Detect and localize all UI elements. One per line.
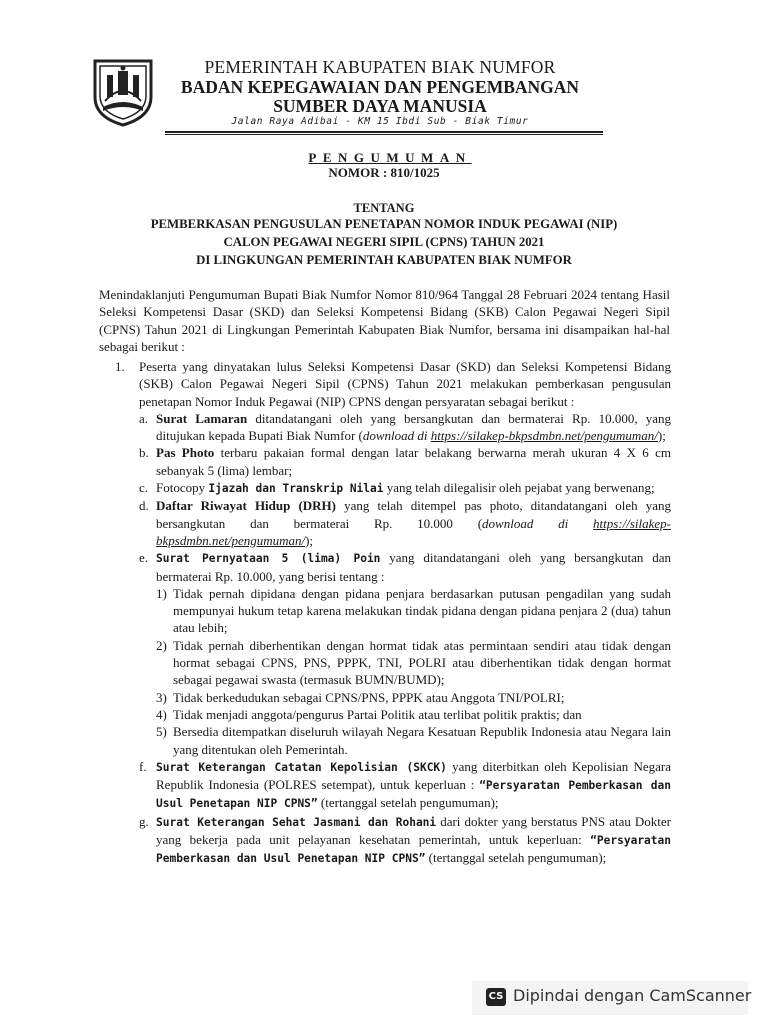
item-number: 1. (115, 359, 125, 374)
requirement-title: Pas Photo (156, 445, 215, 461)
requirement-title: Daftar Riwayat Hidup (DRH) (156, 498, 336, 514)
camscanner-icon: CS (486, 988, 506, 1006)
point-number: 2) (156, 637, 167, 653)
letterhead-agency-cont: SUMBER DAYA MANUSIA (273, 96, 487, 116)
requirement-text-end: (tertanggal setelah pengumuman); (425, 850, 607, 866)
point-number: 4) (156, 706, 167, 722)
requirements-list (99, 358, 671, 868)
point-text: Tidak menjadi anggota/pengurus Partai Politik atau terlibat politik praktis; dan (173, 706, 582, 722)
subject-line-1: PEMBERKASAN PENGUSULAN PENETAPAN NOMOR INDUK PEGAWAI (NIP) (150, 217, 618, 231)
statement-point (156, 706, 671, 723)
point-number: 3) (156, 689, 167, 705)
requirement-text: terbaru pakaian formal dengan latar belakang berwarna merah ukuran 4 X 6 cm sebanyak 5 (lima) lembar; (156, 445, 671, 478)
requirement-text: yang ditandatangani oleh yang bersangkutan dan bermaterai Rp. 10.000, yang berisi tentang : (156, 550, 671, 584)
intro-text: Menindaklanjuti Pengumuman Bupati Biak Numfor Nomor 810/964 Tanggal 28 Februari 2024 tentang Hasil Seleksi Kompetensi Dasar (SKD) dan Seleksi Kompetensi Bidang (SKB) Calon Pegawai Negeri Sipil (CPNS) Tahun 2021 di Lingkungan Pemerintah Kabupaten Biak Numfor, bersama ini disampaikan hal-hal sebagai berikut : (99, 287, 670, 354)
requirement-a (139, 410, 671, 445)
statement-point (156, 689, 671, 706)
letterhead-rule-thick (165, 131, 603, 133)
download-link[interactable]: https://silakep-bkpsdmbn.net/pengumuman/ (156, 515, 671, 548)
statement-point (156, 585, 671, 637)
requirement-label: b. (139, 445, 149, 461)
point-text: Tidak pernah diberhentikan dengan hormat tidak atas permintaan sendiri atau tidak dengan hormat sebagai CPNS, PNS, PPPK, TNI, POLRI atau diberhentikan tidak dengan hormat sebagai pegawai swasta (termasuk BUMN/BUMD); (173, 637, 671, 688)
subject-heading: TENTANG (353, 201, 415, 215)
requirement-text: yang telah dilegalisir oleh pejabat yang berwenang; (383, 480, 655, 496)
requirement-text-end: ); (657, 428, 666, 444)
requirement-sublist (139, 410, 671, 868)
intro-paragraph (99, 286, 670, 355)
statement-point (156, 637, 671, 689)
letterhead-government: PEMERINTAH KABUPATEN BIAK NUMFOR (204, 57, 556, 77)
requirement-text: ditandatangani oleh yang bersangkutan dan bermaterai Rp. 10.000, yang ditujukan kepada Bupati Biak Numfor ( (156, 410, 671, 444)
statement-point (156, 723, 671, 758)
point-text: Tidak pernah dipidana dengan pidana penjara berdasarkan putusan pengadilan yang sudah mempunyai hukum tetap karena melakukan tindak pidana dengan pidana penjara 2 (dua) tahun atau lebih; (173, 585, 671, 636)
subject-line-3: DI LINGKUNGAN PEMERINTAH KABUPATEN BIAK NUMFOR (196, 253, 572, 267)
requirement-label: c. (139, 480, 149, 496)
point-number: 1) (156, 585, 167, 601)
requirement-e (139, 549, 671, 758)
announcement-number: NOMOR : 810/1025 (328, 165, 440, 180)
requirement-f (139, 758, 671, 813)
requirement-title: Ijazah dan Transkrip Nilai (208, 482, 384, 496)
item-1-text: Peserta yang dinyatakan lulus Seleksi Kompetensi Dasar (SKD) dan Seleksi Kompetensi Bidang (SKB) Calon Pegawai Negeri Sipil (CPNS) Tahun 2021 melakukan pemberkasan pengusulan penetapan Nomor Induk Pegawai (NIP) CPNS dengan persyaratan sebagai berikut : (139, 359, 671, 409)
requirement-title: Surat Lamaran (156, 410, 248, 426)
requirement-c (139, 479, 671, 497)
requirement-label: f. (139, 758, 147, 774)
download-hint: download di (482, 515, 593, 531)
requirement-label: d. (139, 498, 149, 514)
requirement-title: Surat Pernyataan 5 (lima) Poin (156, 552, 381, 566)
announcement-title: PENGUMUMAN (308, 150, 472, 165)
point-text: Tidak berkedudukan sebagai CPNS/PNS, PPPK atau Anggota TNI/POLRI; (173, 689, 565, 705)
subject-line-2: CALON PEGAWAI NEGERI SIPIL (CPNS) TAHUN 2021 (223, 235, 545, 249)
requirement-text: yang telah ditempel pas photo, ditandatangani oleh yang bersangkutan dan bermaterai Rp. 10.000 ( (156, 498, 671, 531)
download-link[interactable]: https://silakep-bkpsdmbn.net/pengumuman/ (430, 428, 658, 444)
camscanner-label: Dipindai dengan CamScanner (513, 986, 752, 1005)
purpose-text: “Persyaratan Pemberkasan dan Usul Penetapan NIP CPNS” (156, 779, 671, 811)
regency-emblem-logo (89, 57, 157, 127)
statement-points (156, 585, 671, 758)
point-number: 5) (156, 724, 167, 740)
requirement-label: a. (139, 410, 149, 426)
requirement-label: g. (139, 813, 149, 829)
list-item-1 (99, 358, 671, 868)
letterhead-rule-thin (165, 134, 603, 135)
point-text: Bersedia ditempatkan diseluruh wilayah Negara Kesatuan Republik Indonesia atau Negara lain yang ditentukan oleh Pemerintah. (173, 724, 671, 757)
download-hint: download di (362, 428, 431, 444)
requirement-title: Surat Keterangan Catatan Kepolisian (SKCK) (156, 760, 447, 774)
requirement-text-end: ); (305, 532, 314, 548)
purpose-text: “Persyaratan Pemberkasan dan Usul Penetapan NIP CPNS” (156, 834, 671, 866)
requirement-text: dari dokter yang berstatus PNS atau Dokter yang bekerja pada unit pelayanan kesehatan pemerintah, untuk keperluan: (156, 813, 671, 848)
requirement-title: Surat Keterangan Sehat Jasmani dan Rohani (156, 815, 437, 829)
letterhead-agency: BADAN KEPEGAWAIAN DAN PENGEMBANGAN (180, 77, 580, 97)
requirement-d (139, 497, 671, 549)
letterhead-address: Jalan Raya Adibai - KM 15 Ibdi Sub - Biak Timur (231, 116, 529, 127)
requirement-g (139, 813, 671, 868)
requirement-prefix: Fotocopy (156, 480, 209, 496)
requirement-b (139, 444, 671, 479)
requirement-text-end: (tertanggal setelah pengumuman); (317, 795, 499, 811)
requirement-text: yang diterbitkan oleh Kepolisian Negara Republik Indonesia (POLRES setempat), untuk keperluan : (156, 758, 671, 793)
requirement-label: e. (139, 550, 149, 566)
